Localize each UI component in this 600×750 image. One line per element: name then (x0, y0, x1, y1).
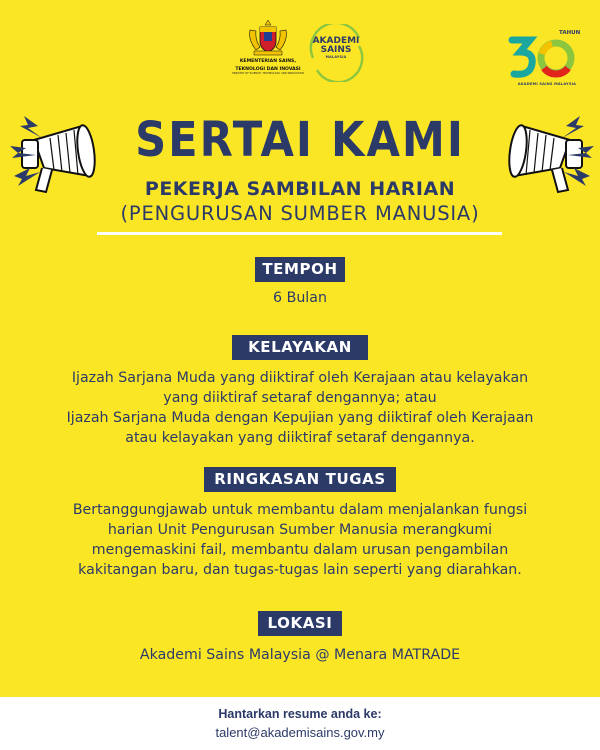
ringkasan-line: kakitangan baru, dan tugas-tugas lain seperti yang diarahkan. (78, 562, 522, 578)
headline: SERTAI KAMI (135, 112, 465, 168)
footer (0, 697, 600, 750)
job-title: PEKERJA SAMBILAN HARIAN (144, 178, 456, 200)
ringkasan-line: mengemaskini fail, membantu dalam urusan pengambilan (91, 542, 509, 558)
kelayakan-line: atau kelayakan yang diiktiraf setaraf dengannya. (125, 430, 475, 446)
anniversary-label: TAHUN (559, 30, 581, 36)
kelayakan-text (0, 368, 600, 448)
asm-word-sains: SAINS (320, 45, 352, 55)
ministry-name-line2: TEKNOLOGI DAN INOVASI (235, 67, 301, 72)
logo-bar (0, 18, 600, 88)
lokasi-value: Akademi Sains Malaysia @ Menara MATRADE (139, 647, 461, 663)
ministry-name-line1: KEMENTERIAN SAINS, (239, 59, 297, 64)
ringkasan-line: Bertanggungjawab untuk membantu dalam menjalankan fungsi (72, 502, 528, 518)
asm-word-malaysia: MALAYSIA (325, 55, 347, 59)
anniversary-subtitle: AKADEMI SAINS MALAYSIA (517, 82, 577, 86)
ringkasan-line: harian Unit Pengurusan Sumber Manusia merangkumi (107, 522, 493, 538)
coat-of-arms-icon (246, 18, 290, 56)
ringkasan-text (0, 500, 600, 580)
ministry-logo (232, 18, 304, 75)
tempoh-label: TEMPOH (255, 257, 345, 282)
contact-email[interactable]: talent@akademisains.gov.my (215, 725, 385, 740)
title-underline (97, 232, 502, 235)
30-years-logo (506, 30, 588, 90)
kelayakan-label: KELAYAKAN (232, 335, 368, 360)
akademi-sains-logo (305, 24, 367, 82)
asm-word-akademi: AKADEMI (312, 36, 360, 46)
ringkasan-label: RINGKASAN TUGAS (204, 467, 396, 492)
kelayakan-line: Ijazah Sarjana Muda yang diiktiraf oleh Kerajaan atau kelayakan (71, 370, 529, 386)
ministry-name-english: MINISTRY OF SCIENCE, TECHNOLOGY AND INNOVATION (232, 72, 304, 75)
lokasi-label: LOKASI (258, 611, 342, 636)
footer-prompt: Hantarkan resume anda ke: (218, 707, 382, 721)
kelayakan-line: Ijazah Sarjana Muda dengan Kepujian yang diiktiraf oleh Kerajaan (66, 410, 534, 426)
asm-wordmark (305, 37, 367, 60)
tempoh-value: 6 Bulan (273, 290, 327, 306)
job-department: (PENGURUSAN SUMBER MANUSIA) (120, 202, 480, 225)
kelayakan-line: yang diiktiraf setaraf dengannya; atau (163, 390, 437, 406)
thirty-years-icon (506, 32, 588, 82)
